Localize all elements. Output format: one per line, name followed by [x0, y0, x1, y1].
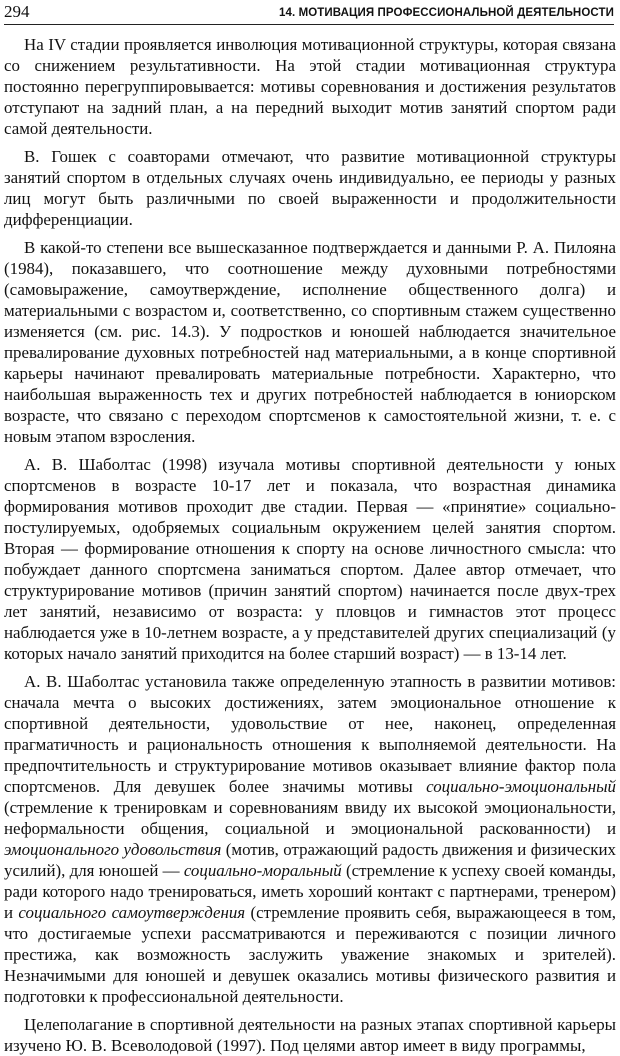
- emphasis-social-moral: социально-моральный: [183, 861, 342, 880]
- page-header: [4, 2, 614, 25]
- paragraph-5-text: (стремление к успеху своей команды, ради которого надо тренироваться, иметь хороший контакт с партнерами, тренером) и: [4, 861, 616, 922]
- paragraph-5-text: (стремление к тренировкам и соревнованиям ввиду их высокой эмоциональности, неформальности общения, социальной и эмоциональной раскованности) и: [4, 798, 616, 838]
- emphasis-emotional-pleasure: эмоционального удовольствия: [4, 840, 222, 859]
- paragraph-3: В какой-то степени все вышесказанное подтверждается и данными Р. А. Пилояна (1984), показавшего, что соотношение между духовными потребностями (самовыражение, самоутверждение, исполнение общественного долга) и материальными с возрастом и, соответственно, со спортивным стажем существенно изменяется (см. рис. 14.3). У подростков и юношей наблюдается значительное превалирование духовных потребностей над материальными, а в конце спортивной карьеры начинают превалировать материальные потребности. Характерно, что наибольшая выраженность тех и других потребностей наблюдается в юниорском возрасте, что связано с переходом спортсменов к самостоятельной жизни, т. е. с новым этапом взросления.: [4, 238, 616, 446]
- paragraph-5: [4, 671, 616, 1007]
- paragraph-5-text: (стремление проявить себя, выражающееся в том, что достигаемые успехи рассматриваются и переживаются с позиции личного престижа, как возможность заслужить уважение знакомых и зрителей). Незначимыми для юношей и девушек оказались мотивы физического развития и подготовки к профессиональной деятельности.: [4, 903, 616, 1006]
- paragraph-5-text: (мотив, отражающий радость движения и физических усилий), для юношей —: [4, 840, 616, 880]
- page-number: 294: [4, 2, 30, 21]
- paragraph-1: На IV стадии проявляется инволюция мотивационной структуры, которая связана со снижением результативности. На этой стадии мотивационная структура постоянно перегруппировывается: мотивы соревнования и достижения результатов отступают на задний план, а на передний выходит мотив занятий спортом ради самой деятельности.: [4, 35, 616, 138]
- emphasis-social-self-assertion: социального самоутверждения: [18, 903, 246, 922]
- emphasis-social-emotional: социально-эмоциональный: [426, 777, 616, 796]
- running-head: 14. МОТИВАЦИЯ ПРОФЕССИОНАЛЬНОЙ ДЕЯТЕЛЬНОСТИ: [278, 7, 614, 19]
- paragraph-5-text: А. В. Шаболтас установила также определенную этапность в развитии мотивов: сначала мечта о высоких достижениях, затем эмоциональное отношение к спортивной деятельности, удовольствие от нее, наконец, определенная прагматичность и рациональность отношения к выполняемой деятельности. На предпочтительность и структурирование мотивов оказывает влияние фактор пола спортсменов. Для девушек более значимы мотивы: [4, 672, 616, 796]
- paragraph-4: А. В. Шаболтас (1998) изучала мотивы спортивной деятельности у юных спортсменов в возрасте 10-17 лет и показала, что возрастная динамика формирования мотивов проходит две стадии. Первая — «принятие» социально-постулируемых, одобряемых социальным окружением целей занятия спортом. Вторая — формирование отношения к спорту на основе личностного смысла: что побуждает данного спортсмена заниматься спортом. Далее автор отмечает, что структурирование мотивов (причин занятий спортом) начинается после двух-трех лет занятий, независимо от возраста: у пловцов и гимнастов этот процесс наблюдается уже в 10-летнем возрасте, а у представителей других специализаций (у которых начало занятий приходится на более старший возраст) — в 13-14 лет.: [4, 455, 616, 663]
- body-text: [4, 34, 616, 1056]
- paragraph-6: Целеполагание в спортивной деятельности на разных этапах спортивной карьеры изучено Ю. В. Всеволодовой (1997). Под целями автор имеет в виду программы,: [4, 1015, 616, 1055]
- paragraph-2: В. Гошек с соавторами отмечают, что развитие мотивационной структуры занятий спортом в отдельных случаях очень индивидуально, ее периоды у разных лиц могут быть различными по своей выраженности и продолжительности дифференциации.: [4, 147, 616, 229]
